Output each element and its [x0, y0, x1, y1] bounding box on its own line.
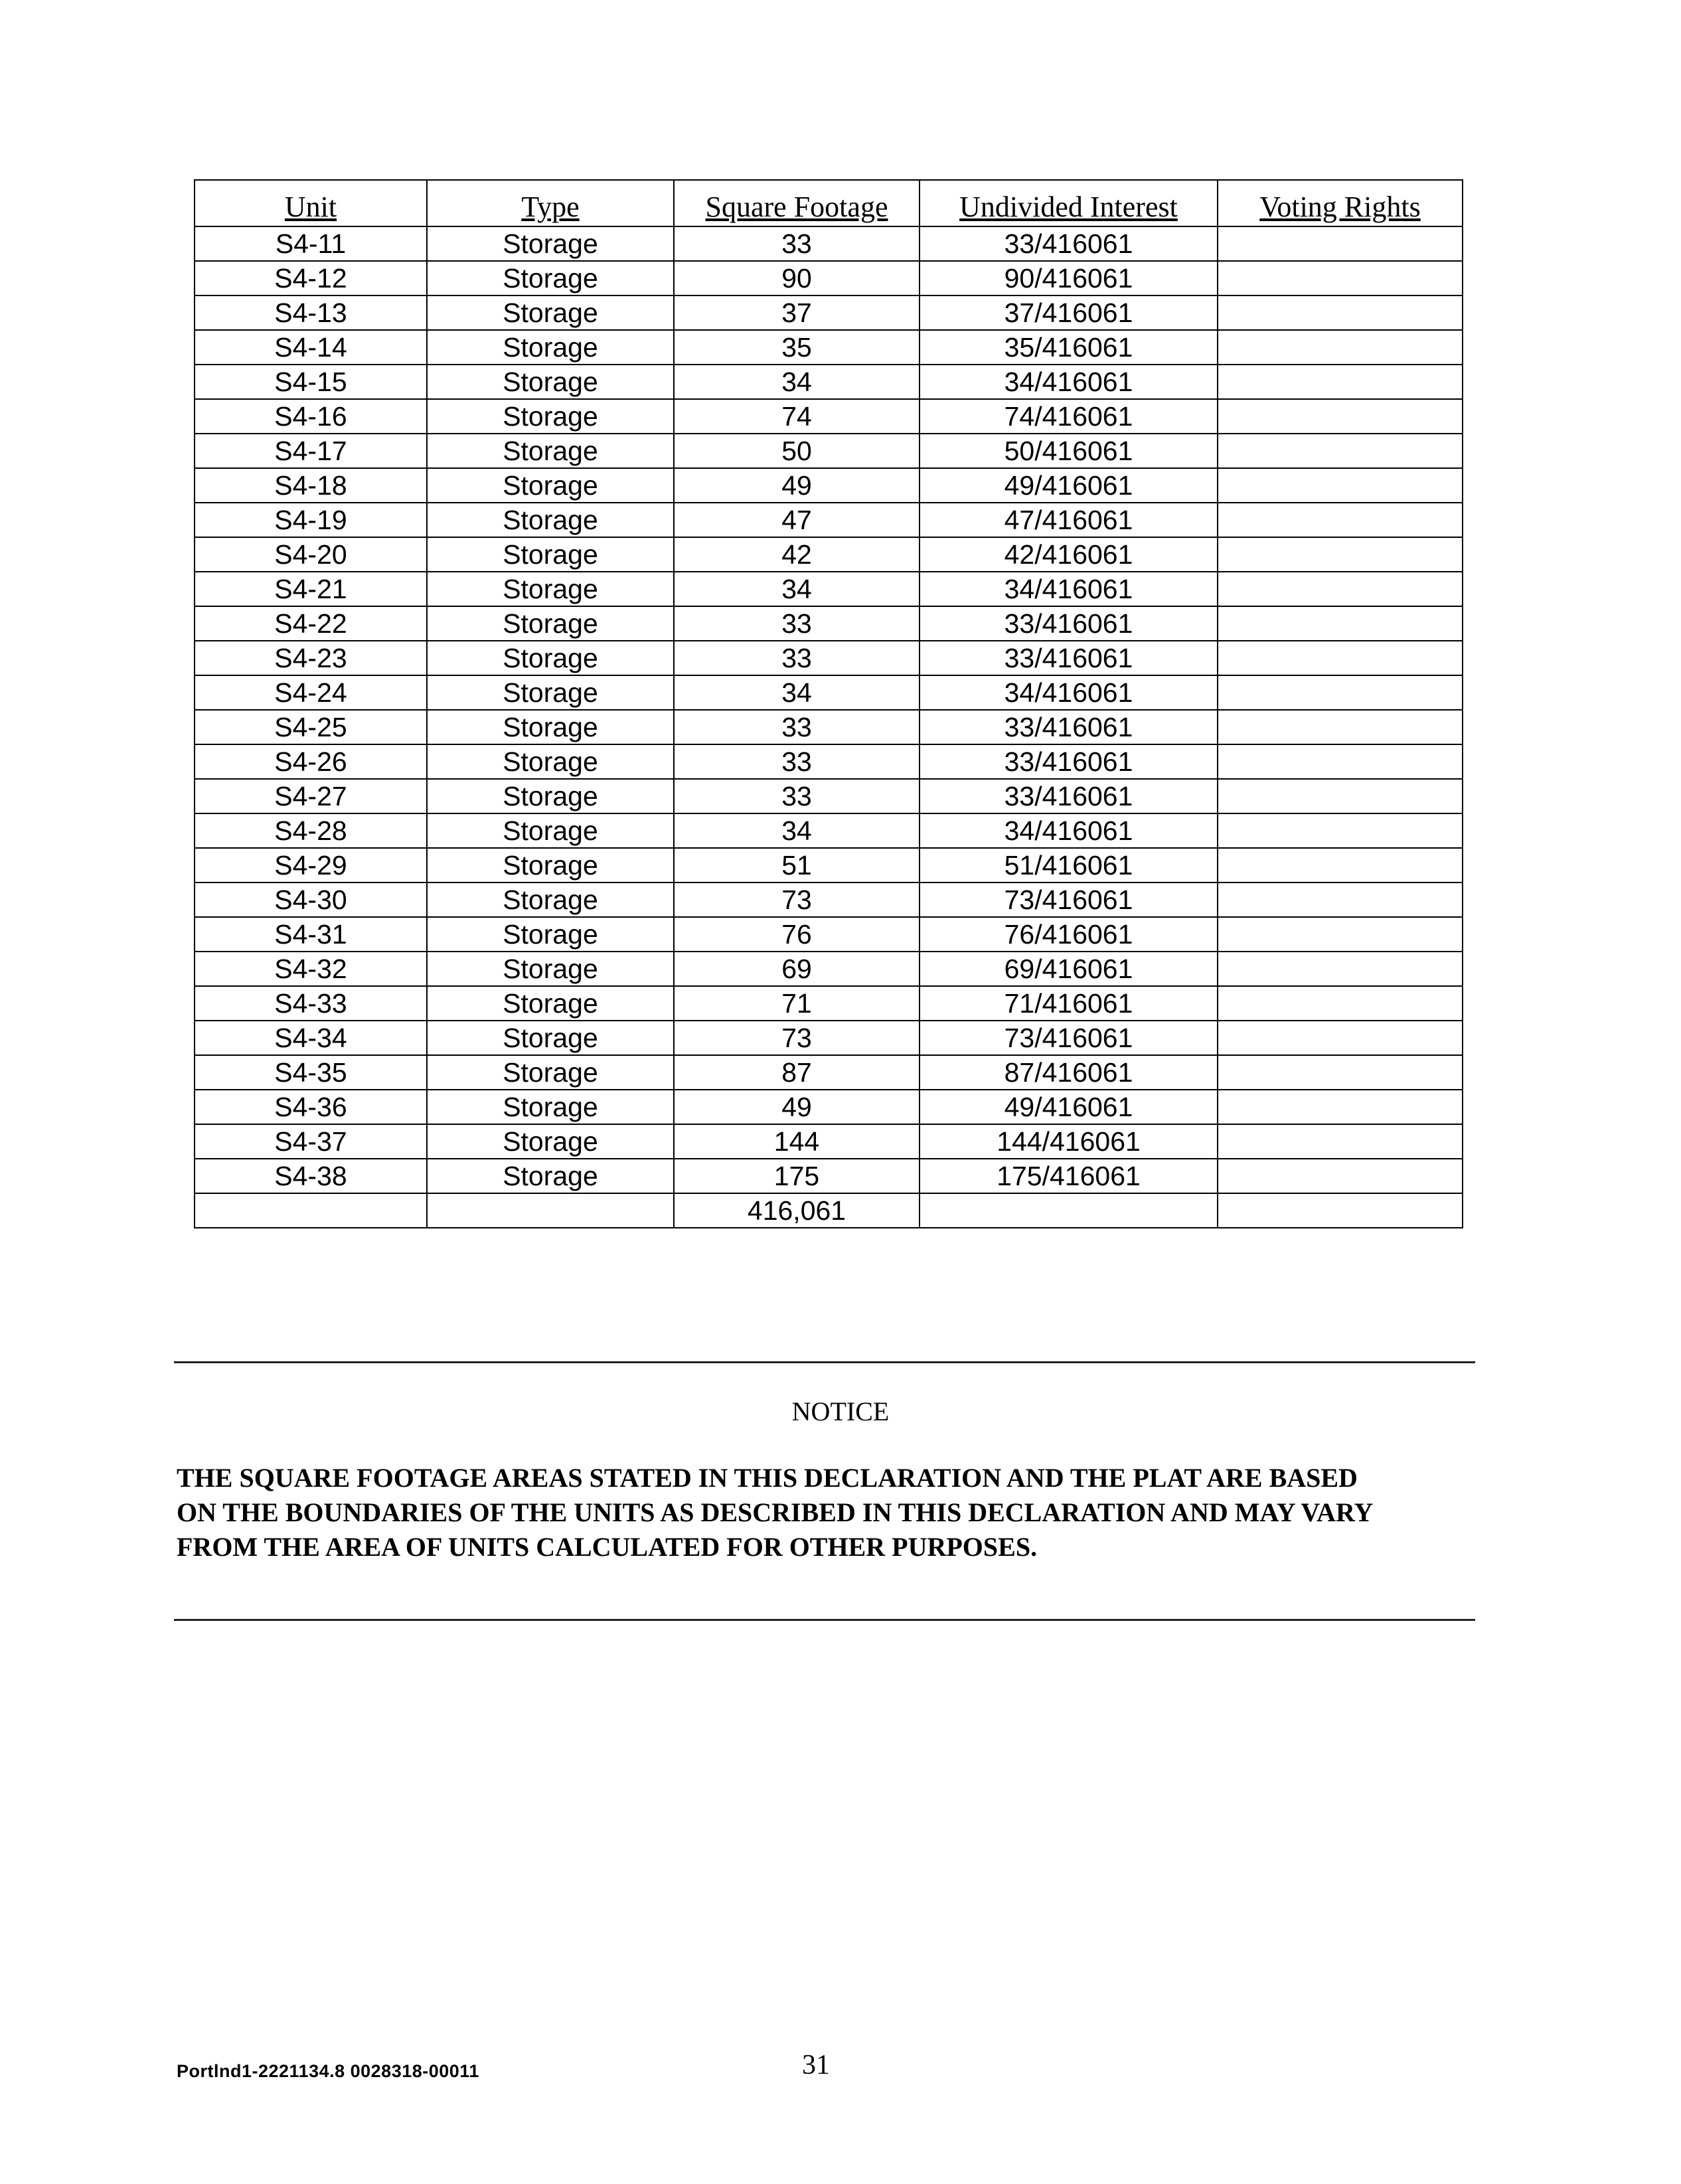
cell-unit: S4-35	[195, 1055, 427, 1090]
cell-voting-rights	[1218, 848, 1463, 882]
cell-voting-rights	[1218, 1021, 1463, 1055]
cell-type: Storage	[427, 468, 674, 503]
table-row	[195, 848, 1463, 882]
cell-type: Storage	[427, 1124, 674, 1159]
cell-square-footage: 33	[674, 744, 920, 779]
table-row	[195, 503, 1463, 537]
cell-square-footage: 69	[674, 952, 920, 986]
notice-line: ON THE BOUNDARIES OF THE UNITS AS DESCRIBED IN THIS DECLARATION AND MAY VARY	[177, 1497, 1374, 1527]
cell-unit: S4-11	[195, 226, 427, 261]
cell-voting-rights	[1218, 606, 1463, 641]
cell-type: Storage	[427, 1159, 674, 1193]
table-header-row	[195, 180, 1463, 226]
cell-undivided-interest: 33/416061	[920, 641, 1218, 675]
col-header-voting-rights: Voting Rights	[1218, 180, 1463, 226]
cell-square-footage: 50	[674, 434, 920, 468]
cell-square-footage: 35	[674, 330, 920, 365]
cell-type: Storage	[427, 986, 674, 1021]
cell-square-footage: 76	[674, 917, 920, 952]
cell-square-footage: 49	[674, 1090, 920, 1124]
cell-type: Storage	[427, 399, 674, 434]
cell-type: Storage	[427, 710, 674, 744]
table-row	[195, 330, 1463, 365]
total-row-empty-cell	[195, 1193, 427, 1228]
table-row	[195, 434, 1463, 468]
cell-voting-rights	[1218, 917, 1463, 952]
cell-undivided-interest: 50/416061	[920, 434, 1218, 468]
cell-undivided-interest: 33/416061	[920, 606, 1218, 641]
cell-square-footage: 34	[674, 572, 920, 606]
table-row	[195, 641, 1463, 675]
cell-type: Storage	[427, 606, 674, 641]
col-header-undivided-interest: Undivided Interest	[920, 180, 1218, 226]
cell-unit: S4-19	[195, 503, 427, 537]
page-number: 31	[802, 2050, 830, 2080]
cell-type: Storage	[427, 537, 674, 572]
cell-undivided-interest: 47/416061	[920, 503, 1218, 537]
cell-voting-rights	[1218, 986, 1463, 1021]
table-row	[195, 606, 1463, 641]
table-row	[195, 468, 1463, 503]
table-row	[195, 1124, 1463, 1159]
cell-unit: S4-13	[195, 295, 427, 330]
table-row	[195, 744, 1463, 779]
cell-voting-rights	[1218, 675, 1463, 710]
table-row	[195, 399, 1463, 434]
cell-undivided-interest: 33/416061	[920, 779, 1218, 813]
cell-undivided-interest: 34/416061	[920, 675, 1218, 710]
cell-undivided-interest: 73/416061	[920, 882, 1218, 917]
cell-square-footage: 175	[674, 1159, 920, 1193]
cell-type: Storage	[427, 641, 674, 675]
table-row	[195, 572, 1463, 606]
cell-undivided-interest: 42/416061	[920, 537, 1218, 572]
cell-voting-rights	[1218, 1124, 1463, 1159]
cell-voting-rights	[1218, 641, 1463, 675]
cell-square-footage: 90	[674, 261, 920, 295]
cell-unit: S4-27	[195, 779, 427, 813]
cell-voting-rights	[1218, 399, 1463, 434]
cell-square-footage: 33	[674, 779, 920, 813]
cell-undivided-interest: 175/416061	[920, 1159, 1218, 1193]
cell-type: Storage	[427, 226, 674, 261]
cell-square-footage: 87	[674, 1055, 920, 1090]
cell-unit: S4-22	[195, 606, 427, 641]
cell-voting-rights	[1218, 330, 1463, 365]
cell-square-footage: 74	[674, 399, 920, 434]
table-body	[195, 226, 1463, 1228]
cell-undivided-interest: 33/416061	[920, 226, 1218, 261]
cell-voting-rights	[1218, 503, 1463, 537]
cell-undivided-interest: 69/416061	[920, 952, 1218, 986]
cell-type: Storage	[427, 952, 674, 986]
cell-voting-rights	[1218, 537, 1463, 572]
table-row	[195, 1159, 1463, 1193]
cell-undivided-interest: 51/416061	[920, 848, 1218, 882]
table-row	[195, 295, 1463, 330]
table-row	[195, 365, 1463, 399]
cell-square-footage: 33	[674, 641, 920, 675]
cell-square-footage: 51	[674, 848, 920, 882]
cell-type: Storage	[427, 1021, 674, 1055]
cell-voting-rights	[1218, 882, 1463, 917]
table-row	[195, 261, 1463, 295]
cell-square-footage: 73	[674, 1021, 920, 1055]
table-row	[195, 710, 1463, 744]
table-row	[195, 813, 1463, 848]
table-row	[195, 986, 1463, 1021]
cell-voting-rights	[1218, 434, 1463, 468]
cell-unit: S4-29	[195, 848, 427, 882]
cell-type: Storage	[427, 675, 674, 710]
cell-unit: S4-31	[195, 917, 427, 952]
cell-unit: S4-16	[195, 399, 427, 434]
cell-voting-rights	[1218, 710, 1463, 744]
notice-top-rule	[174, 1361, 1475, 1363]
cell-unit: S4-34	[195, 1021, 427, 1055]
cell-unit: S4-18	[195, 468, 427, 503]
table-row	[195, 917, 1463, 952]
cell-unit: S4-14	[195, 330, 427, 365]
table-row	[195, 779, 1463, 813]
cell-unit: S4-21	[195, 572, 427, 606]
cell-square-footage: 42	[674, 537, 920, 572]
cell-square-footage: 34	[674, 675, 920, 710]
cell-unit: S4-26	[195, 744, 427, 779]
cell-unit: S4-33	[195, 986, 427, 1021]
cell-voting-rights	[1218, 226, 1463, 261]
cell-undivided-interest: 49/416061	[920, 1090, 1218, 1124]
cell-type: Storage	[427, 848, 674, 882]
cell-undivided-interest: 49/416061	[920, 468, 1218, 503]
cell-voting-rights	[1218, 295, 1463, 330]
table-row	[195, 882, 1463, 917]
table-row	[195, 952, 1463, 986]
cell-type: Storage	[427, 744, 674, 779]
cell-undivided-interest: 76/416061	[920, 917, 1218, 952]
cell-unit: S4-23	[195, 641, 427, 675]
cell-square-footage: 37	[674, 295, 920, 330]
cell-voting-rights	[1218, 952, 1463, 986]
table-total-row	[195, 1193, 1463, 1228]
cell-undivided-interest: 34/416061	[920, 572, 1218, 606]
cell-type: Storage	[427, 813, 674, 848]
notice-bottom-rule	[174, 1619, 1475, 1621]
notice-body	[177, 1461, 1478, 1564]
cell-undivided-interest: 33/416061	[920, 710, 1218, 744]
table-row	[195, 537, 1463, 572]
cell-unit: S4-30	[195, 882, 427, 917]
cell-unit: S4-38	[195, 1159, 427, 1193]
cell-square-footage: 73	[674, 882, 920, 917]
cell-voting-rights	[1218, 744, 1463, 779]
cell-unit: S4-32	[195, 952, 427, 986]
cell-square-footage: 71	[674, 986, 920, 1021]
notice-line: FROM THE AREA OF UNITS CALCULATED FOR OTHER PURPOSES.	[177, 1532, 1038, 1562]
cell-undivided-interest: 34/416061	[920, 365, 1218, 399]
cell-type: Storage	[427, 572, 674, 606]
cell-type: Storage	[427, 882, 674, 917]
cell-undivided-interest: 90/416061	[920, 261, 1218, 295]
cell-type: Storage	[427, 917, 674, 952]
cell-type: Storage	[427, 1090, 674, 1124]
total-row-empty-cell	[1218, 1193, 1463, 1228]
cell-undivided-interest: 35/416061	[920, 330, 1218, 365]
cell-voting-rights	[1218, 1090, 1463, 1124]
cell-unit: S4-37	[195, 1124, 427, 1159]
unit-allocation-table	[194, 179, 1463, 1228]
cell-voting-rights	[1218, 365, 1463, 399]
table-row	[195, 1090, 1463, 1124]
cell-square-footage: 34	[674, 813, 920, 848]
cell-unit: S4-28	[195, 813, 427, 848]
cell-voting-rights	[1218, 1159, 1463, 1193]
cell-undivided-interest: 71/416061	[920, 986, 1218, 1021]
table-row	[195, 1055, 1463, 1090]
table-row	[195, 675, 1463, 710]
cell-undivided-interest: 144/416061	[920, 1124, 1218, 1159]
footer-document-id: Portlnd1-2221134.8 0028318-00011	[177, 2061, 479, 2081]
cell-type: Storage	[427, 434, 674, 468]
cell-type: Storage	[427, 330, 674, 365]
notice-title: NOTICE	[791, 1396, 890, 1426]
unit-allocation-table-wrap	[194, 179, 1462, 1228]
cell-square-footage: 49	[674, 468, 920, 503]
cell-voting-rights	[1218, 261, 1463, 295]
col-header-type: Type	[427, 180, 674, 226]
total-row-empty-cell	[427, 1193, 674, 1228]
notice-line: THE SQUARE FOOTAGE AREAS STATED IN THIS DECLARATION AND THE PLAT ARE BASED	[177, 1463, 1358, 1493]
cell-unit: S4-12	[195, 261, 427, 295]
cell-square-footage: 144	[674, 1124, 920, 1159]
cell-unit: S4-15	[195, 365, 427, 399]
cell-type: Storage	[427, 295, 674, 330]
cell-voting-rights	[1218, 468, 1463, 503]
table-row	[195, 226, 1463, 261]
table-row	[195, 1021, 1463, 1055]
total-square-footage: 416,061	[674, 1193, 920, 1228]
cell-voting-rights	[1218, 1055, 1463, 1090]
cell-type: Storage	[427, 1055, 674, 1090]
cell-square-footage: 33	[674, 606, 920, 641]
cell-type: Storage	[427, 261, 674, 295]
cell-voting-rights	[1218, 572, 1463, 606]
cell-unit: S4-25	[195, 710, 427, 744]
cell-undivided-interest: 34/416061	[920, 813, 1218, 848]
cell-type: Storage	[427, 365, 674, 399]
cell-unit: S4-24	[195, 675, 427, 710]
cell-undivided-interest: 74/416061	[920, 399, 1218, 434]
cell-undivided-interest: 33/416061	[920, 744, 1218, 779]
cell-type: Storage	[427, 503, 674, 537]
cell-square-footage: 34	[674, 365, 920, 399]
col-header-unit: Unit	[195, 180, 427, 226]
col-header-square-footage: Square Footage	[674, 180, 920, 226]
cell-voting-rights	[1218, 779, 1463, 813]
cell-type: Storage	[427, 779, 674, 813]
cell-unit: S4-36	[195, 1090, 427, 1124]
cell-square-footage: 33	[674, 226, 920, 261]
cell-square-footage: 33	[674, 710, 920, 744]
total-row-empty-cell	[920, 1193, 1218, 1228]
cell-voting-rights	[1218, 813, 1463, 848]
cell-undivided-interest: 73/416061	[920, 1021, 1218, 1055]
cell-undivided-interest: 37/416061	[920, 295, 1218, 330]
cell-unit: S4-20	[195, 537, 427, 572]
cell-square-footage: 47	[674, 503, 920, 537]
cell-undivided-interest: 87/416061	[920, 1055, 1218, 1090]
cell-unit: S4-17	[195, 434, 427, 468]
